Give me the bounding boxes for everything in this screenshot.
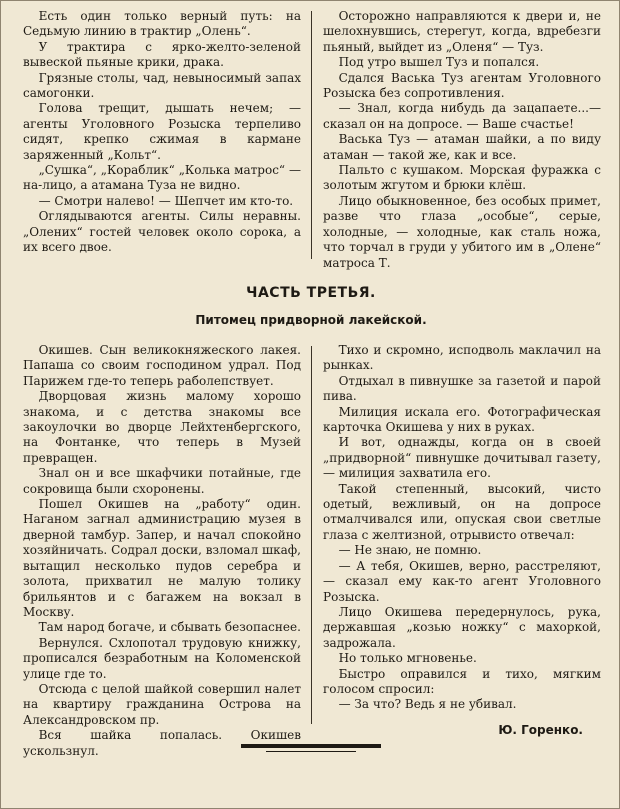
paragraph: Под утро вышел Туз и попался. bbox=[338, 55, 540, 70]
part-title: ЧАСТЬ ТРЕТЬЯ. bbox=[246, 285, 376, 301]
paragraph: — Не знаю, не помню. bbox=[338, 543, 482, 558]
paragraph: Лицо Окишева передернулось, рука, державшая „козью ножку“ с махоркой, задрожала. bbox=[323, 604, 601, 650]
paragraph: Знал он и все шкафчики потайные, где сокровища были схоронены. bbox=[23, 466, 301, 496]
paragraph: И вот, однажды, когда он в своей „придворной“ пивнушке дочитывал газету, — милиция захватила его. bbox=[323, 435, 601, 481]
end-ornament-rule bbox=[241, 744, 381, 752]
paragraph: „Сушка“, „Кораблик“ „Колька матрос“ — на-лицо, а атамана Туза не видно. bbox=[23, 163, 301, 193]
thick-rule bbox=[241, 744, 381, 748]
column-divider bbox=[311, 346, 312, 724]
paragraph: Голова трещит, дышать нечем; — агенты Уголовного Розыска терпеливо сидят, крепко сжимая в кармане заряженный „Кольт“. bbox=[23, 101, 301, 162]
column-top-right bbox=[323, 9, 601, 271]
section-subtitle: Питомец придворной лакейской. bbox=[195, 313, 427, 327]
column-divider bbox=[311, 11, 312, 259]
paragraph: Дворцовая жизнь малому хорошо знакома, и с детства знакомы все закоулочки во дворце Лейхтенбергского, на Фонтанке, что теперь в Музей превращен. bbox=[23, 389, 301, 465]
paragraph: Вернулся. Схлопотал трудовую книжку, прописался безработным на Коломенской улице где то. bbox=[23, 635, 301, 681]
paragraph: Окишев. Сын великокняжеского лакея. Папаша со своим господином удрал. Под Парижем где-то теперь раболепствует. bbox=[23, 343, 301, 388]
paragraph: Пальто с кушаком. Морская фуражка с золотым жгутом и брюки клёш. bbox=[323, 163, 601, 193]
paragraph: Грязные столы, чад, невыносимый запах самогонки. bbox=[23, 70, 301, 101]
paragraph: Вся шайка попалась. Окишев ускользнул. bbox=[23, 728, 301, 758]
column-bottom-right bbox=[323, 343, 601, 738]
paragraph: Сдался Васька Туз агентам Уголовного Розыска без сопротивления. bbox=[323, 70, 601, 101]
paragraph: — За что? Ведь я не убивал. bbox=[338, 697, 517, 712]
author-signature: Ю. Горенко. bbox=[498, 722, 583, 737]
paragraph: Оглядываются агенты. Силы неравны. „Олених“ гостей человек около сорока, а их всего двое. bbox=[23, 209, 301, 255]
column-top-left bbox=[23, 9, 301, 256]
column-bottom-left bbox=[23, 343, 301, 759]
paragraph: Тихо и скромно, исподволь маклачил на рынках. bbox=[323, 343, 601, 373]
paragraph: Васька Туз — атаман шайки, а по виду атаман — такой же, как и все. bbox=[323, 132, 601, 162]
paragraph: Отсюда с целой шайкой совершил налет на квартиру гражданина Острова на Александровском пр. bbox=[23, 681, 301, 727]
paragraph: — Смотри налево! — Шепчет им кто-то. bbox=[38, 193, 294, 208]
paragraph: — А тебя, Окишев, верно, расстреляют, — сказал ему как-то агент Уголовного Розыска. bbox=[323, 558, 601, 604]
paragraph: Есть один только верный путь: на Седьмую линию в трактир „Олень“. bbox=[23, 9, 301, 39]
paragraph: Отдыхал в пивнушке за газетой и парой пива. bbox=[323, 373, 601, 404]
paragraph: Осторожно направляются к двери и, не шелохнувшись, стерегут, когда, вдребезги пьяный, выйдет из „Оленя“ — Туз. bbox=[323, 9, 601, 54]
paragraph: Такой степенный, высокий, чисто одетый, вежливый, он на допросе отмалчивался или, опуская свои светлые глаза с желтизной, отрывисто отвечал: bbox=[323, 481, 601, 542]
paragraph: Милиция искала его. Фотографическая карточка Окишева у них в руках. bbox=[323, 404, 601, 435]
thin-rule bbox=[266, 751, 356, 752]
paragraph: Пошел Окишев на „работу“ один. Наганом загнал администрацию музея в дверной тамбур. Запер, и начал спокойно хозяйничать. Содрал доски, взломал шкаф, вытащил несколько пудов серебра и золота, прихватил не малую толику брильянтов и с багажем на вокзал в Москву. bbox=[23, 497, 301, 619]
paragraph: — Знал, когда нибудь да зацапаете...— сказал он на допросе. — Ваше счастье! bbox=[323, 101, 601, 131]
paragraph: Быстро оправился и тихо, мягким голосом спросил: bbox=[323, 666, 601, 696]
paragraph: Там народ богаче, и сбывать безопаснее. bbox=[38, 620, 301, 635]
paragraph: У трактира с ярко-желто-зеленой вывеской пьяные крики, драка. bbox=[23, 39, 301, 70]
paragraph: Но только мгновенье. bbox=[338, 651, 477, 666]
paragraph: Лицо обыкновенное, без особых примет, разве что глаза „особые“, серые, холодные, — холодные, как сталь ножа, что торчал в груди у убитого им в „Олене“ матроса Т. bbox=[323, 193, 601, 270]
